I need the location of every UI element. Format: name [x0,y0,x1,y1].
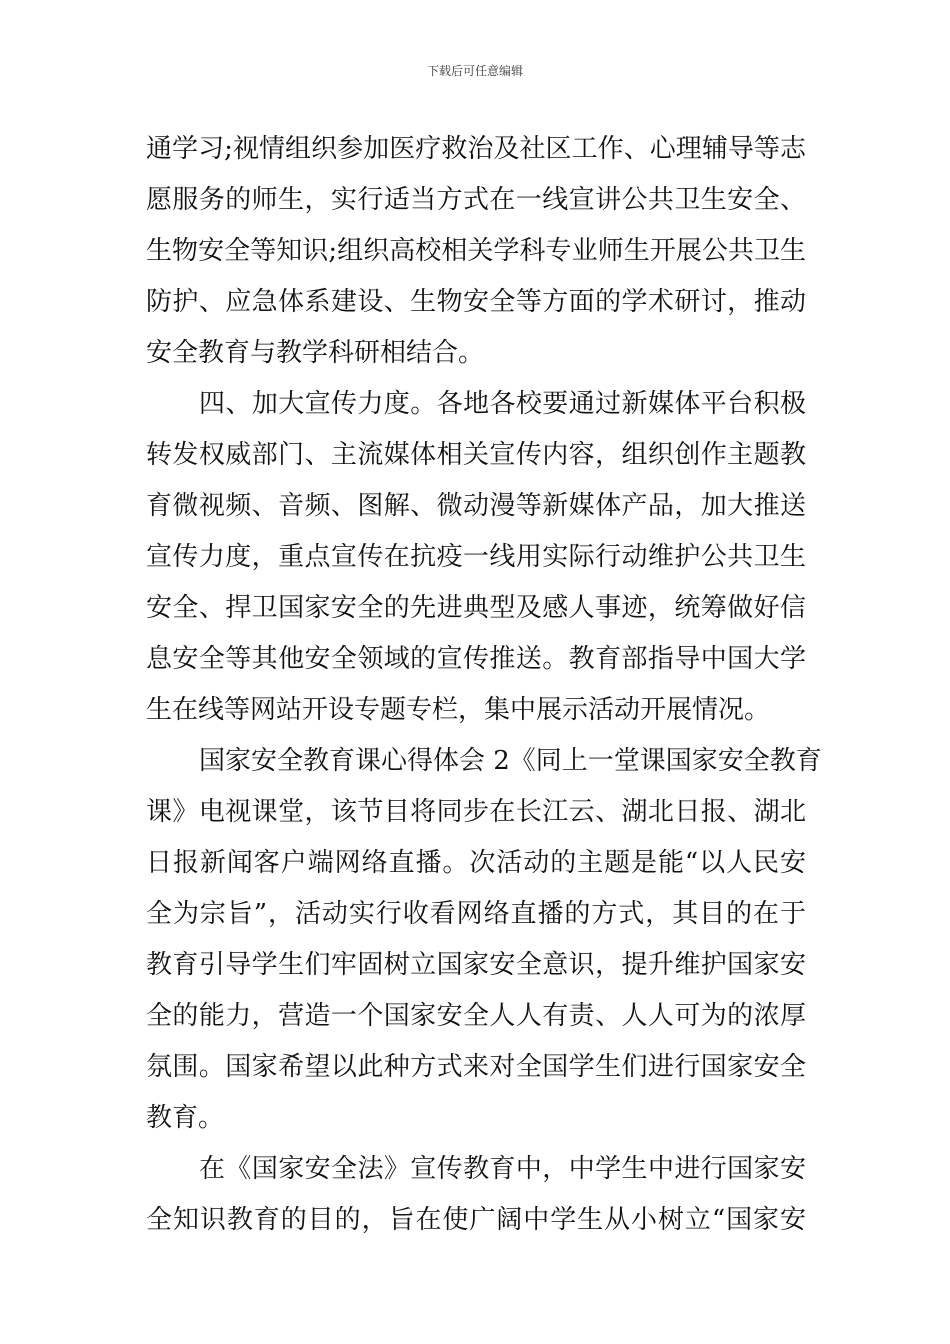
page-header-note: 下载后可任意编辑 [426,64,523,78]
text-line: 生物安全等知识;组织高校相关学科专业师生开展公共卫生 [146,236,806,266]
text-line: 在《国家安全法》宣传教育中，中学生中进行国家安 [199,1154,806,1184]
text-line: 全知识教育的目的，旨在使广阔中学生从小树立“国家安 [146,1205,806,1235]
text-line: 育微视频、音频、图解、微动漫等新媒体产品，加大推送 [146,491,806,521]
text-line: 愿服务的师生，实行适当方式在一线宣讲公共卫生安全、 [146,185,806,215]
document-body [146,124,822,1246]
text-line: 日报新闻客户端网络直播。次活动的主题是能“以人民安 [146,848,806,878]
text-line: 防护、应急体系建设、生物安全等方面的学术研讨，推动 [146,287,806,317]
text-line: 通学习;视情组织参加医疗救治及社区工作、心理辅导等志 [146,134,806,164]
text-line: 安全教育与教学科研相结合。 [146,338,485,368]
text-line: 四、加大宣传力度。各地各校要通过新媒体平台积极 [199,389,806,419]
text-line: 息安全等其他安全领域的宣传推送。教育部指导中国大学 [146,644,806,674]
text-line: 国家安全教育课心得体会 2《同上一堂课国家安全教育 [199,746,822,776]
text-line: 宣传力度，重点宣传在抗疫一线用实际行动维护公共卫生 [146,542,806,572]
paragraph [146,379,806,736]
text-line: 全的能力，营造一个国家安全人人有责、人人可为的浓厚 [146,1001,806,1031]
text-line: 转发权威部门、主流媒体相关宣传内容，组织创作主题教 [146,440,806,470]
text-line: 生在线等网站开设专题专栏，集中展示活动开展情况。 [146,695,771,725]
text-line: 教育。 [146,1103,225,1133]
text-line: 氛围。国家希望以此种方式来对全国学生们进行国家安全 [146,1052,806,1082]
paragraph [146,124,806,379]
text-line: 课》电视课堂，该节目将同步在长江云、湖北日报、湖北 [146,797,806,827]
text-line: 安全、捍卫国家安全的先进典型及感人事迹，统筹做好信 [146,593,806,623]
paragraph [146,736,822,1144]
text-line: 全为宗旨”，活动实行收看网络直播的方式，其目的在于 [146,899,806,929]
paragraph [146,1144,806,1246]
text-line: 教育引导学生们牢固树立国家安全意识，提升维护国家安 [146,950,806,980]
